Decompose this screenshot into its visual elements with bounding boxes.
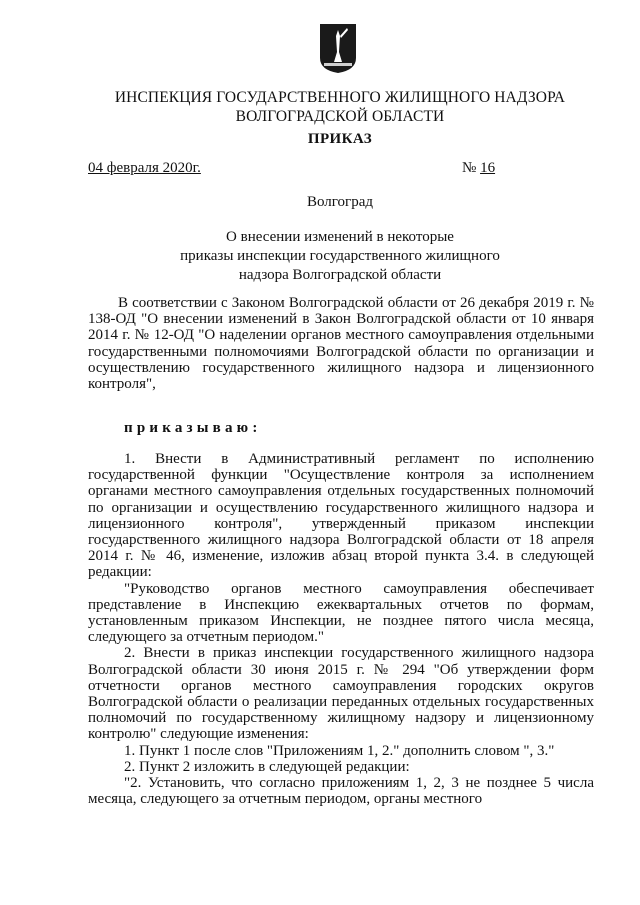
item-1: 1. Внести в Административный регламент по исполнению государственной функции "Осуществление контроля за исполнением органами местного самоуправления отдельных государственных полномочий по организации и осуществлению государственного жилищного надзора и лицензионного контроля", утвержденный приказом инспекции государственного жилищного надзора Волгоградской области от 18 апреля 2014 г. № 46, изменение, изложив абзац второй пункта 3.4. в следующей редакции: [88, 451, 594, 581]
order-date: 04 февраля 2020г. [88, 160, 201, 176]
preamble-paragraph: В соответствии с Законом Волгоградской области от 26 декабря 2019 г. № 138-ОД "О внесении изменений в Закон Волгоградской области от 10 января 2014 г. № 12-ОД "О наделении органов местного самоуправления отдельными государственными полномочиями Волгоградской области по организации и осуществлению государственного жилищного надзора и лицензионного контроля", [88, 295, 594, 393]
coat-of-arms-emblem [318, 22, 358, 74]
subject-line-2: приказы инспекции государственного жилищного [180, 248, 500, 264]
subject-line-1: О внесении изменений в некоторые [226, 229, 454, 245]
order-items [88, 451, 594, 807]
item-2-sub-2: 2. Пункт 2 изложить в следующей редакции: [124, 758, 410, 775]
order-word: приказываю: [124, 420, 262, 436]
number-value: 16 [480, 160, 496, 176]
organization-name [0, 88, 640, 126]
number-label: № [462, 160, 481, 176]
preamble-block [88, 295, 594, 392]
item-2-sub-1: 1. Пункт 1 после слов "Приложениям 1, 2." дополнить словом ", 3." [124, 742, 555, 759]
subject-line-3: надзора Волгоградской области [238, 267, 442, 283]
document-type-title: ПРИКАЗ [307, 131, 373, 147]
order-number [462, 160, 495, 177]
item-1-quote: "Руководство органов местного самоуправления обеспечивает представление в Инспекцию ежеквартальных отчетов по формам, установленным приказом Инспекции, не позднее пятого числа месяца, следующего за отчетным периодом." [88, 580, 594, 646]
item-2: 2. Внести в приказ инспекции государственного жилищного надзора Волгоградской области 30 июня 2015 г. № 294 "Об утверждении форм отчетности органов местного самоуправления городских округов Волгоградской области о реализации переданных отдельных государственных полномочий по государственному жилищному надзору и лицензионному контролю" следующие изменения: [88, 645, 594, 743]
org-line-1: ИНСПЕКЦИЯ ГОСУДАРСТВЕННОГО ЖИЛИЩНОГО НАДЗОРА [114, 89, 566, 106]
city-name: Волгоград [306, 194, 373, 210]
order-subject [0, 228, 640, 285]
item-2-quote: "2. Установить, что согласно приложениям 1, 2, 3 не позднее 5 числа месяца, следующего за отчетным периодом, органы местного [88, 775, 594, 808]
org-line-2: ВОЛГОГРАДСКОЙ ОБЛАСТИ [235, 108, 445, 125]
